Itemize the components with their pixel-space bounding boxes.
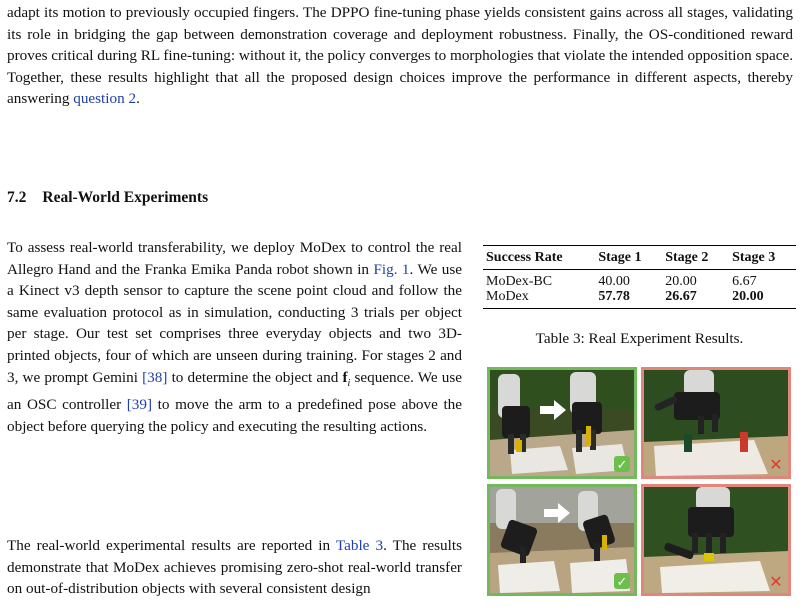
table-header: Stage 1: [595, 246, 662, 270]
section-number: 7.2: [7, 189, 27, 206]
table-row: [483, 289, 796, 309]
value-cell: 6.67: [732, 274, 757, 289]
intro-text: adapt its motion to previously occupied fingers. The DPPO fine-tuning phase yields consistent gains across all stages, validating its role in bridging the gap between demonstration coverage and deployment robustness. Finally, the OS-conditioned reward proves critical during RL fine-tuning: without it, the policy converges to morphologies that violate the intended opposition space. Together, these results highlight that all the proposed design choices improve the performance in different aspects, thereby answering: [7, 4, 793, 108]
intro-paragraph: [7, 2, 793, 110]
p1-text-5: to move the arm to a predefined pose above the object before querying the policy and executing the resulting actions.: [7, 396, 462, 435]
check-icon: ✓: [616, 458, 628, 473]
method-cell: MoDex-BC: [486, 274, 553, 289]
robot-grasp-image: [490, 487, 634, 593]
robot-grasp-image: [490, 370, 634, 476]
section-heading: [7, 189, 208, 207]
p1-text-4: sequence. We use an OSC controller: [7, 368, 463, 414]
value-cell: 40.00: [598, 274, 630, 289]
question-link[interactable]: question 2: [73, 90, 137, 108]
table-row: [483, 270, 796, 290]
table-header: Stage 3: [729, 246, 796, 270]
p1-text-1: To assess real-world transferability, we deploy MoDex to control the real Allegro Hand and the Franka Emika Panda robot shown in: [7, 239, 462, 278]
table-link[interactable]: Table 3: [335, 537, 384, 554]
value-cell: 57.78: [595, 289, 662, 309]
p1-text-2: . We use a Kinect v3 depth sensor to capture the scene point cloud and follow the same evaluation protocol as in simulation, conducting 3 trials per object per stage. Our test set comprises three everyday objects and two 3D-printed objects, four of which are unseen during training. For stages 2 and 3, we prompt Gemini: [7, 260, 462, 386]
value-cell: 20.00: [665, 274, 697, 289]
failure-photo-2: [641, 484, 791, 596]
experiment-paragraph: [7, 237, 462, 437]
table-caption: Table 3: Real Experiment Results.: [535, 330, 744, 347]
cross-icon: ✕: [769, 572, 783, 591]
figure-link[interactable]: Fig. 1: [373, 260, 410, 278]
section-title: Real-World Experiments: [42, 189, 209, 206]
failure-photo-1: [641, 367, 791, 479]
citation-link[interactable]: [39]: [126, 396, 153, 414]
value-cell: 26.67: [662, 289, 729, 309]
results-paragraph: [7, 535, 462, 600]
success-photo-2: [487, 484, 637, 596]
table-header: Success Rate: [483, 246, 595, 270]
robot-grasp-image: [644, 487, 788, 593]
robot-grasp-image: [644, 370, 788, 476]
cross-icon: ✕: [769, 455, 783, 474]
table-header: Stage 2: [662, 246, 729, 270]
p2-text-2: . The results demonstrate that MoDex achieves promising zero-shot real-world transfer on out-of-distribution objects with several consistent design: [7, 537, 462, 598]
intro-end: .: [136, 90, 140, 108]
math-subscript: i: [347, 377, 351, 389]
citation-link[interactable]: [38]: [142, 368, 168, 386]
value-cell: 20.00: [729, 289, 796, 309]
p2-text-1: The real-world experimental results are reported in: [7, 537, 336, 554]
table-header-row: [483, 246, 796, 270]
check-icon: ✓: [616, 575, 628, 590]
math-f: f: [342, 368, 348, 386]
success-photo-1: [487, 367, 637, 479]
method-cell: MoDex: [483, 289, 595, 309]
p1-text-3: to determine the object and: [167, 368, 343, 386]
results-table: [483, 245, 796, 309]
